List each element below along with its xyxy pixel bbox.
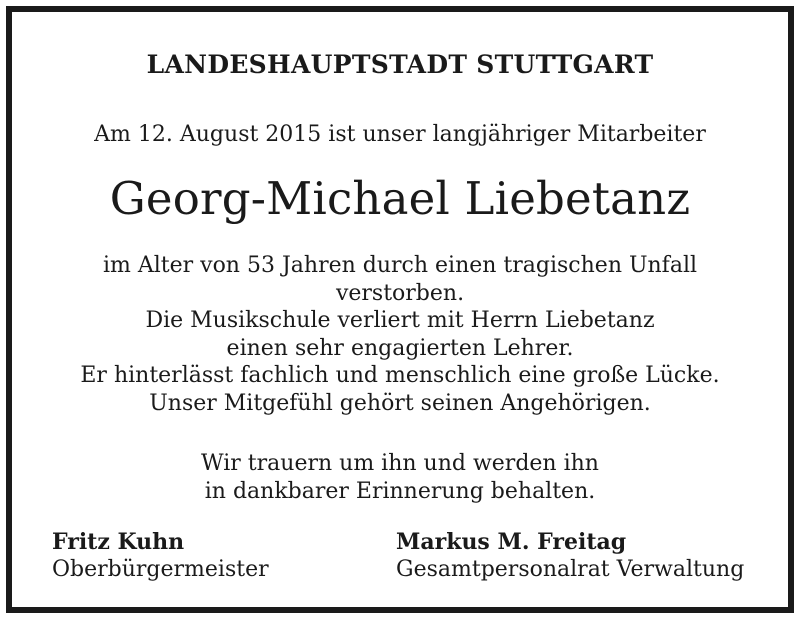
- signatory-name: Fritz Kuhn: [52, 529, 185, 555]
- deceased-name: Georg-Michael Liebetanz: [109, 172, 691, 225]
- intro-line: Am 12. August 2015 ist unser langjähriger Mitarbeiter: [94, 122, 706, 147]
- body-line: einen sehr engagierten Lehrer.: [226, 335, 574, 361]
- obituary-notice-frame: [6, 6, 794, 613]
- body-line: verstorben.: [335, 280, 465, 306]
- closing-line: Wir trauern um ihn und werden ihn: [201, 451, 599, 476]
- signatory-title: Gesamtpersonalrat Verwaltung: [396, 557, 745, 582]
- organization-heading: LANDESHAUPTSTADT STUTTGART: [146, 50, 654, 79]
- notice-body: [52, 252, 748, 417]
- body-line: im Alter von 53 Jahren durch einen tragischen Unfall: [102, 253, 698, 278]
- signatory-name: Markus M. Freitag: [396, 529, 627, 555]
- body-line: Unser Mitgefühl gehört seinen Angehörigen.: [149, 390, 651, 416]
- signatory-right: [396, 528, 744, 584]
- closing-text: [52, 450, 748, 505]
- closing-line: in dankbarer Erinnerung behalten.: [204, 478, 596, 504]
- body-line: Die Musikschule verliert mit Herrn Liebetanz: [145, 308, 655, 333]
- body-line: Er hinterlässt fachlich und menschlich eine große Lücke.: [80, 363, 720, 388]
- signatory-left: [52, 528, 269, 584]
- signatory-title: Oberbürgermeister: [52, 557, 269, 582]
